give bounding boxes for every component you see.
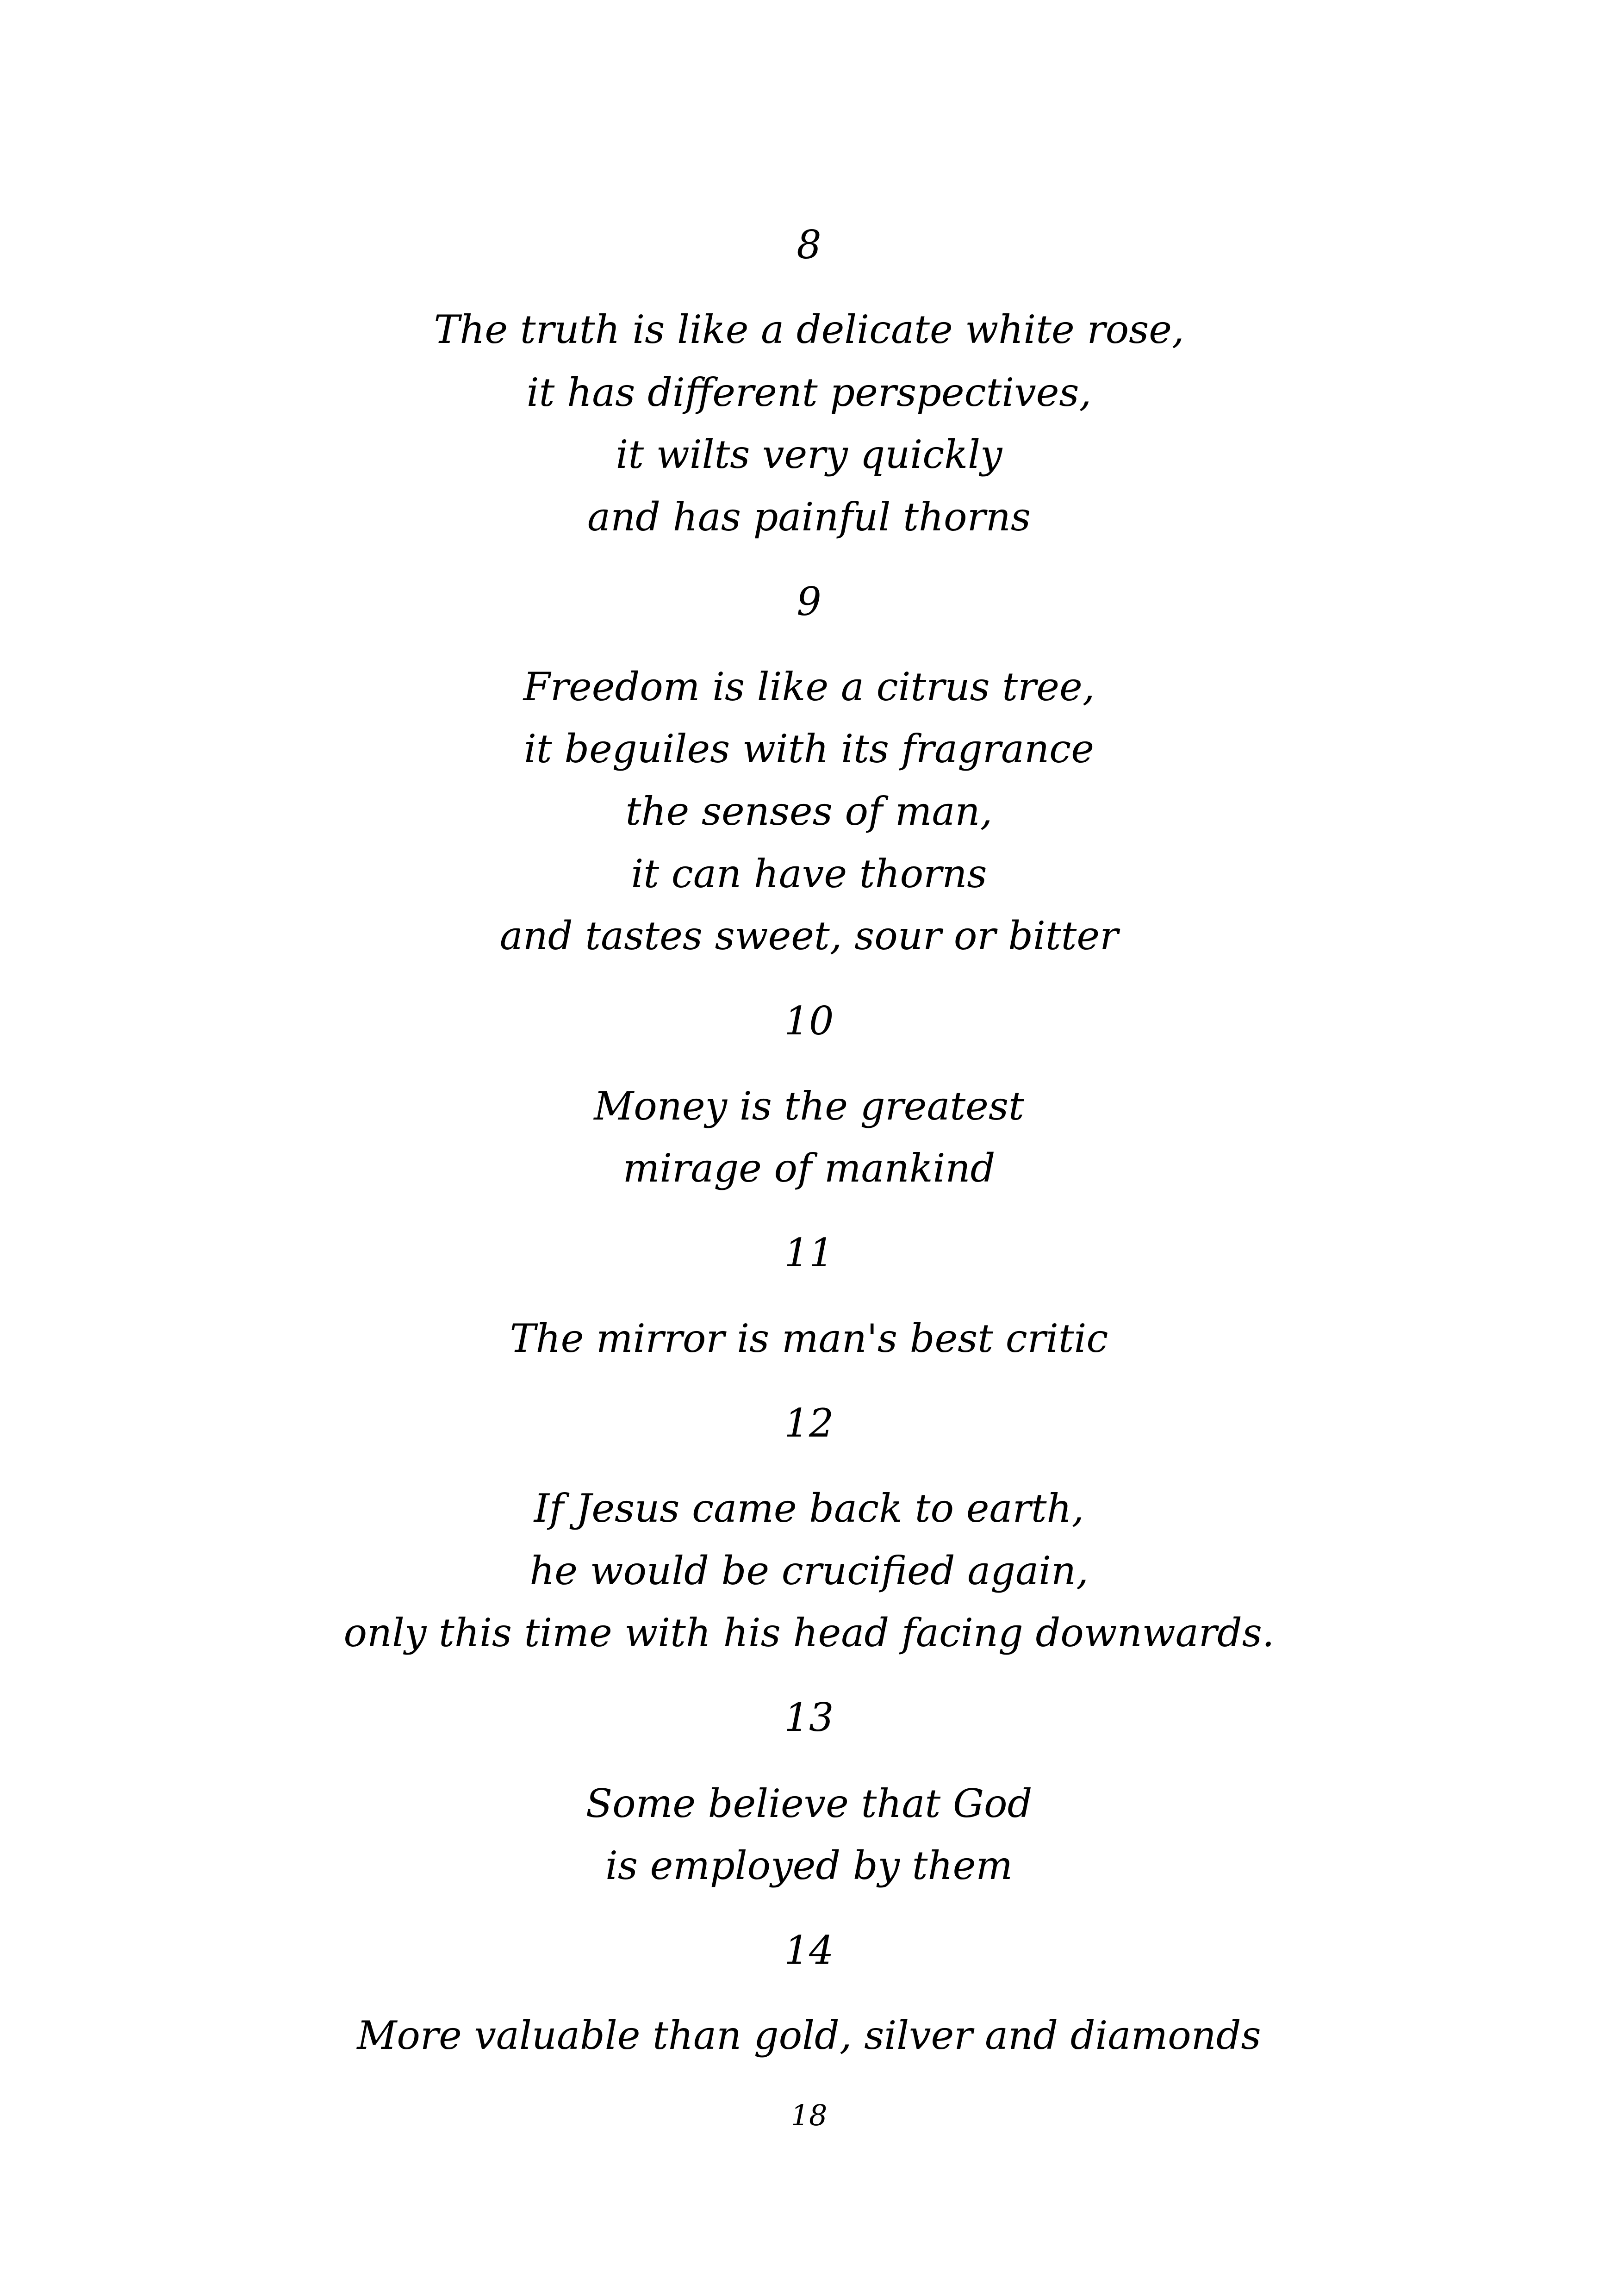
section-number: 12 xyxy=(784,1400,834,1446)
verse-line: and has painful thorns xyxy=(587,494,1031,540)
page-number: 18 xyxy=(790,2098,828,2132)
verse-line: Freedom is like a citrus tree, xyxy=(523,664,1095,709)
verse-line: it can have thorns xyxy=(631,851,987,896)
verse-line: the senses of man, xyxy=(625,789,993,834)
section-number: 13 xyxy=(784,1695,834,1740)
section-number: 11 xyxy=(784,1230,834,1276)
verse-line: More valuable than gold, silver and diamonds xyxy=(357,2013,1261,2058)
verse-line: it wilts very quickly xyxy=(616,432,1002,477)
verse-line: is employed by them xyxy=(605,1843,1013,1888)
section-number: 8 xyxy=(797,222,821,268)
verse-line: Some believe that God xyxy=(585,1781,1033,1826)
verse-line: it beguiles with its fragrance xyxy=(524,726,1094,772)
section-number: 9 xyxy=(797,579,821,624)
verse-line: it has different perspectives, xyxy=(526,370,1092,415)
verse-line: only this time with his head facing downwards. xyxy=(343,1610,1275,1655)
verse-line: The mirror is man's best critic xyxy=(510,1316,1108,1361)
verse-line: and tastes sweet, sour or bitter xyxy=(499,913,1119,958)
verse-line: Money is the greatest xyxy=(594,1083,1024,1129)
verse-line: he would be crucified again, xyxy=(529,1548,1089,1593)
verse-line: If Jesus came back to earth, xyxy=(534,1486,1084,1531)
section-number: 10 xyxy=(784,998,834,1044)
verse-line: The truth is like a delicate white rose, xyxy=(434,307,1184,352)
verse-line: mirage of mankind xyxy=(622,1145,996,1191)
section-number: 14 xyxy=(784,1928,834,1973)
